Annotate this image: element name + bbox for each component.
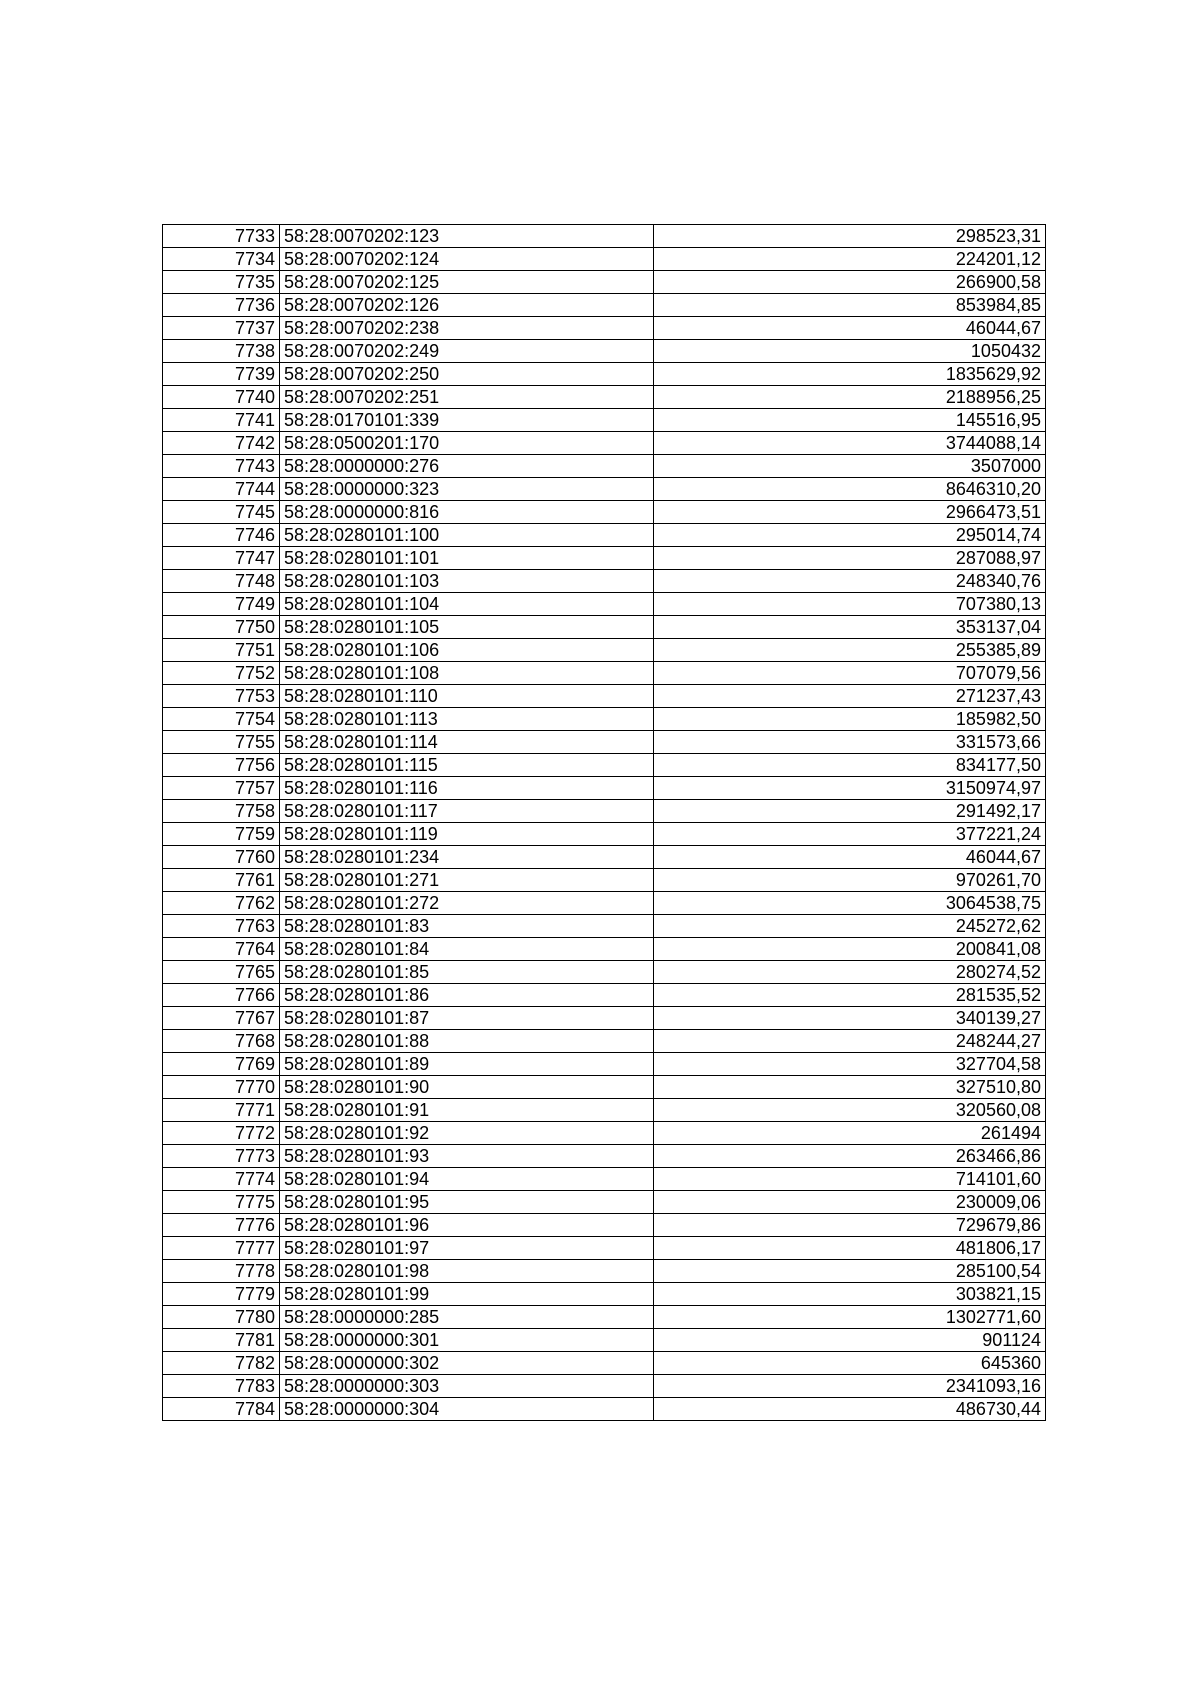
row-number-cell: 7774	[163, 1168, 280, 1191]
table-row	[163, 1122, 1046, 1145]
value-cell: 248340,76	[654, 570, 1046, 593]
row-number-cell: 7766	[163, 984, 280, 1007]
table-row	[163, 984, 1046, 1007]
value-cell: 248244,27	[654, 1030, 1046, 1053]
row-number-cell: 7782	[163, 1352, 280, 1375]
table-row	[163, 340, 1046, 363]
cadastral-number-cell: 58:28:0280101:103	[280, 570, 654, 593]
row-number-cell: 7749	[163, 593, 280, 616]
cadastral-number-cell: 58:28:0280101:93	[280, 1145, 654, 1168]
value-cell: 46044,67	[654, 846, 1046, 869]
cadastral-number-cell: 58:28:0070202:238	[280, 317, 654, 340]
row-number-cell: 7778	[163, 1260, 280, 1283]
table-row	[163, 1375, 1046, 1398]
cadastral-number-cell: 58:28:0280101:96	[280, 1214, 654, 1237]
table-row	[163, 455, 1046, 478]
table-row	[163, 1191, 1046, 1214]
cadastral-number-cell: 58:28:0280101:91	[280, 1099, 654, 1122]
cadastral-number-cell: 58:28:0280101:116	[280, 777, 654, 800]
table-row	[163, 1053, 1046, 1076]
table-row	[163, 1306, 1046, 1329]
value-cell: 291492,17	[654, 800, 1046, 823]
table-row	[163, 547, 1046, 570]
row-number-cell: 7761	[163, 869, 280, 892]
value-cell: 287088,97	[654, 547, 1046, 570]
value-cell: 285100,54	[654, 1260, 1046, 1283]
value-cell: 1302771,60	[654, 1306, 1046, 1329]
value-cell: 486730,44	[654, 1398, 1046, 1421]
value-cell: 853984,85	[654, 294, 1046, 317]
value-cell: 327510,80	[654, 1076, 1046, 1099]
cadastral-number-cell: 58:28:0000000:304	[280, 1398, 654, 1421]
value-cell: 2966473,51	[654, 501, 1046, 524]
table-row	[163, 639, 1046, 662]
value-cell: 353137,04	[654, 616, 1046, 639]
value-cell: 645360	[654, 1352, 1046, 1375]
table-row	[163, 1099, 1046, 1122]
table-row	[163, 938, 1046, 961]
table-row	[163, 892, 1046, 915]
cadastral-number-cell: 58:28:0280101:88	[280, 1030, 654, 1053]
cadastral-number-cell: 58:28:0280101:100	[280, 524, 654, 547]
value-cell: 263466,86	[654, 1145, 1046, 1168]
value-cell: 145516,95	[654, 409, 1046, 432]
row-number-cell: 7740	[163, 386, 280, 409]
row-number-cell: 7784	[163, 1398, 280, 1421]
table-row	[163, 1352, 1046, 1375]
cadastral-number-cell: 58:28:0280101:117	[280, 800, 654, 823]
cadastral-number-cell: 58:28:0280101:115	[280, 754, 654, 777]
cadastral-number-cell: 58:28:0000000:301	[280, 1329, 654, 1352]
cadastral-number-cell: 58:28:0000000:303	[280, 1375, 654, 1398]
cadastral-number-cell: 58:28:0500201:170	[280, 432, 654, 455]
table-row	[163, 225, 1046, 248]
row-number-cell: 7767	[163, 1007, 280, 1030]
row-number-cell: 7770	[163, 1076, 280, 1099]
row-number-cell: 7759	[163, 823, 280, 846]
row-number-cell: 7769	[163, 1053, 280, 1076]
cadastral-number-cell: 58:28:0280101:90	[280, 1076, 654, 1099]
table-row	[163, 409, 1046, 432]
table-row	[163, 570, 1046, 593]
row-number-cell: 7738	[163, 340, 280, 363]
table-row	[163, 248, 1046, 271]
cadastral-number-cell: 58:28:0280101:113	[280, 708, 654, 731]
value-cell: 481806,17	[654, 1237, 1046, 1260]
cadastral-number-cell: 58:28:0280101:97	[280, 1237, 654, 1260]
cadastral-number-cell: 58:28:0280101:99	[280, 1283, 654, 1306]
cadastral-number-cell: 58:28:0070202:124	[280, 248, 654, 271]
table-row	[163, 616, 1046, 639]
cadastral-number-cell: 58:28:0070202:251	[280, 386, 654, 409]
row-number-cell: 7745	[163, 501, 280, 524]
table-row	[163, 961, 1046, 984]
row-number-cell: 7781	[163, 1329, 280, 1352]
table-row	[163, 432, 1046, 455]
row-number-cell: 7747	[163, 547, 280, 570]
row-number-cell: 7758	[163, 800, 280, 823]
cadastral-number-cell: 58:28:0000000:276	[280, 455, 654, 478]
table-row	[163, 1168, 1046, 1191]
row-number-cell: 7773	[163, 1145, 280, 1168]
row-number-cell: 7777	[163, 1237, 280, 1260]
value-cell: 2341093,16	[654, 1375, 1046, 1398]
table-row	[163, 1076, 1046, 1099]
value-cell: 200841,08	[654, 938, 1046, 961]
cadastral-number-cell: 58:28:0000000:323	[280, 478, 654, 501]
table-row	[163, 754, 1046, 777]
cadastral-number-cell: 58:28:0280101:95	[280, 1191, 654, 1214]
row-number-cell: 7743	[163, 455, 280, 478]
cadastral-number-cell: 58:28:0170101:339	[280, 409, 654, 432]
row-number-cell: 7764	[163, 938, 280, 961]
row-number-cell: 7752	[163, 662, 280, 685]
table-row	[163, 777, 1046, 800]
table-row	[163, 708, 1046, 731]
table-row	[163, 800, 1046, 823]
value-cell: 255385,89	[654, 639, 1046, 662]
cadastral-number-cell: 58:28:0280101:110	[280, 685, 654, 708]
cadastral-number-cell: 58:28:0280101:271	[280, 869, 654, 892]
value-cell: 8646310,20	[654, 478, 1046, 501]
row-number-cell: 7739	[163, 363, 280, 386]
row-number-cell: 7748	[163, 570, 280, 593]
cadastral-number-cell: 58:28:0070202:249	[280, 340, 654, 363]
value-cell: 707380,13	[654, 593, 1046, 616]
value-cell: 729679,86	[654, 1214, 1046, 1237]
row-number-cell: 7754	[163, 708, 280, 731]
cadastral-number-cell: 58:28:0280101:106	[280, 639, 654, 662]
row-number-cell: 7744	[163, 478, 280, 501]
row-number-cell: 7750	[163, 616, 280, 639]
value-cell: 2188956,25	[654, 386, 1046, 409]
row-number-cell: 7733	[163, 225, 280, 248]
value-cell: 3744088,14	[654, 432, 1046, 455]
table-row	[163, 846, 1046, 869]
value-cell: 970261,70	[654, 869, 1046, 892]
row-number-cell: 7763	[163, 915, 280, 938]
cadastral-number-cell: 58:28:0280101:104	[280, 593, 654, 616]
value-cell: 3064538,75	[654, 892, 1046, 915]
row-number-cell: 7756	[163, 754, 280, 777]
row-number-cell: 7765	[163, 961, 280, 984]
table-row	[163, 1030, 1046, 1053]
value-cell: 266900,58	[654, 271, 1046, 294]
table-row	[163, 1214, 1046, 1237]
table-row	[163, 685, 1046, 708]
cadastral-number-cell: 58:28:0070202:123	[280, 225, 654, 248]
value-cell: 3507000	[654, 455, 1046, 478]
row-number-cell: 7775	[163, 1191, 280, 1214]
value-cell: 224201,12	[654, 248, 1046, 271]
cadastral-number-cell: 58:28:0280101:84	[280, 938, 654, 961]
row-number-cell: 7755	[163, 731, 280, 754]
value-cell: 3150974,97	[654, 777, 1046, 800]
cadastral-number-cell: 58:28:0280101:98	[280, 1260, 654, 1283]
row-number-cell: 7776	[163, 1214, 280, 1237]
row-number-cell: 7736	[163, 294, 280, 317]
row-number-cell: 7760	[163, 846, 280, 869]
value-cell: 1050432	[654, 340, 1046, 363]
cadastral-number-cell: 58:28:0280101:108	[280, 662, 654, 685]
cadastral-number-cell: 58:28:0280101:83	[280, 915, 654, 938]
value-cell: 261494	[654, 1122, 1046, 1145]
row-number-cell: 7741	[163, 409, 280, 432]
table-body	[163, 225, 1046, 1421]
table-row	[163, 593, 1046, 616]
value-cell: 245272,62	[654, 915, 1046, 938]
table-row	[163, 478, 1046, 501]
table-row	[163, 317, 1046, 340]
value-cell: 714101,60	[654, 1168, 1046, 1191]
value-cell: 295014,74	[654, 524, 1046, 547]
table-row	[163, 1007, 1046, 1030]
table-row	[163, 731, 1046, 754]
value-cell: 271237,43	[654, 685, 1046, 708]
cadastral-number-cell: 58:28:0070202:126	[280, 294, 654, 317]
table-row	[163, 823, 1046, 846]
cadastral-number-cell: 58:28:0280101:89	[280, 1053, 654, 1076]
cadastral-number-cell: 58:28:0280101:94	[280, 1168, 654, 1191]
table-row	[163, 524, 1046, 547]
cadastral-number-cell: 58:28:0000000:302	[280, 1352, 654, 1375]
value-cell: 280274,52	[654, 961, 1046, 984]
value-cell: 185982,50	[654, 708, 1046, 731]
value-cell: 707079,56	[654, 662, 1046, 685]
cadastral-number-cell: 58:28:0280101:92	[280, 1122, 654, 1145]
value-cell: 377221,24	[654, 823, 1046, 846]
cadastral-number-cell: 58:28:0280101:272	[280, 892, 654, 915]
table-row	[163, 662, 1046, 685]
row-number-cell: 7771	[163, 1099, 280, 1122]
row-number-cell: 7753	[163, 685, 280, 708]
cadastral-number-cell: 58:28:0280101:86	[280, 984, 654, 1007]
cadastral-number-cell: 58:28:0280101:85	[280, 961, 654, 984]
value-cell: 1835629,92	[654, 363, 1046, 386]
value-cell: 46044,67	[654, 317, 1046, 340]
row-number-cell: 7746	[163, 524, 280, 547]
table-row	[163, 271, 1046, 294]
cadastral-number-cell: 58:28:0280101:234	[280, 846, 654, 869]
table-row	[163, 1145, 1046, 1168]
value-cell: 340139,27	[654, 1007, 1046, 1030]
cadastral-number-cell: 58:28:0000000:816	[280, 501, 654, 524]
table-row	[163, 1398, 1046, 1421]
value-cell: 331573,66	[654, 731, 1046, 754]
cadastral-number-cell: 58:28:0280101:101	[280, 547, 654, 570]
value-cell: 834177,50	[654, 754, 1046, 777]
value-cell: 303821,15	[654, 1283, 1046, 1306]
value-cell: 901124	[654, 1329, 1046, 1352]
row-number-cell: 7780	[163, 1306, 280, 1329]
cadastral-number-cell: 58:28:0280101:114	[280, 731, 654, 754]
table-row	[163, 501, 1046, 524]
table-row	[163, 869, 1046, 892]
cadastral-number-cell: 58:28:0070202:125	[280, 271, 654, 294]
row-number-cell: 7783	[163, 1375, 280, 1398]
row-number-cell: 7779	[163, 1283, 280, 1306]
row-number-cell: 7768	[163, 1030, 280, 1053]
cadastral-number-cell: 58:28:0000000:285	[280, 1306, 654, 1329]
value-cell: 320560,08	[654, 1099, 1046, 1122]
row-number-cell: 7757	[163, 777, 280, 800]
table-row	[163, 1283, 1046, 1306]
row-number-cell: 7735	[163, 271, 280, 294]
row-number-cell: 7772	[163, 1122, 280, 1145]
table-row	[163, 1329, 1046, 1352]
table-row	[163, 386, 1046, 409]
value-cell: 281535,52	[654, 984, 1046, 1007]
table-row	[163, 294, 1046, 317]
value-cell: 230009,06	[654, 1191, 1046, 1214]
value-cell: 327704,58	[654, 1053, 1046, 1076]
table-row	[163, 1237, 1046, 1260]
row-number-cell: 7737	[163, 317, 280, 340]
cadastral-number-cell: 58:28:0280101:119	[280, 823, 654, 846]
cadastral-number-cell: 58:28:0070202:250	[280, 363, 654, 386]
value-cell: 298523,31	[654, 225, 1046, 248]
cadastral-number-cell: 58:28:0280101:105	[280, 616, 654, 639]
table-row	[163, 915, 1046, 938]
table-row	[163, 363, 1046, 386]
row-number-cell: 7751	[163, 639, 280, 662]
row-number-cell: 7762	[163, 892, 280, 915]
row-number-cell: 7742	[163, 432, 280, 455]
cadastral-number-cell: 58:28:0280101:87	[280, 1007, 654, 1030]
cadastral-value-table	[162, 224, 1046, 1421]
row-number-cell: 7734	[163, 248, 280, 271]
table-row	[163, 1260, 1046, 1283]
